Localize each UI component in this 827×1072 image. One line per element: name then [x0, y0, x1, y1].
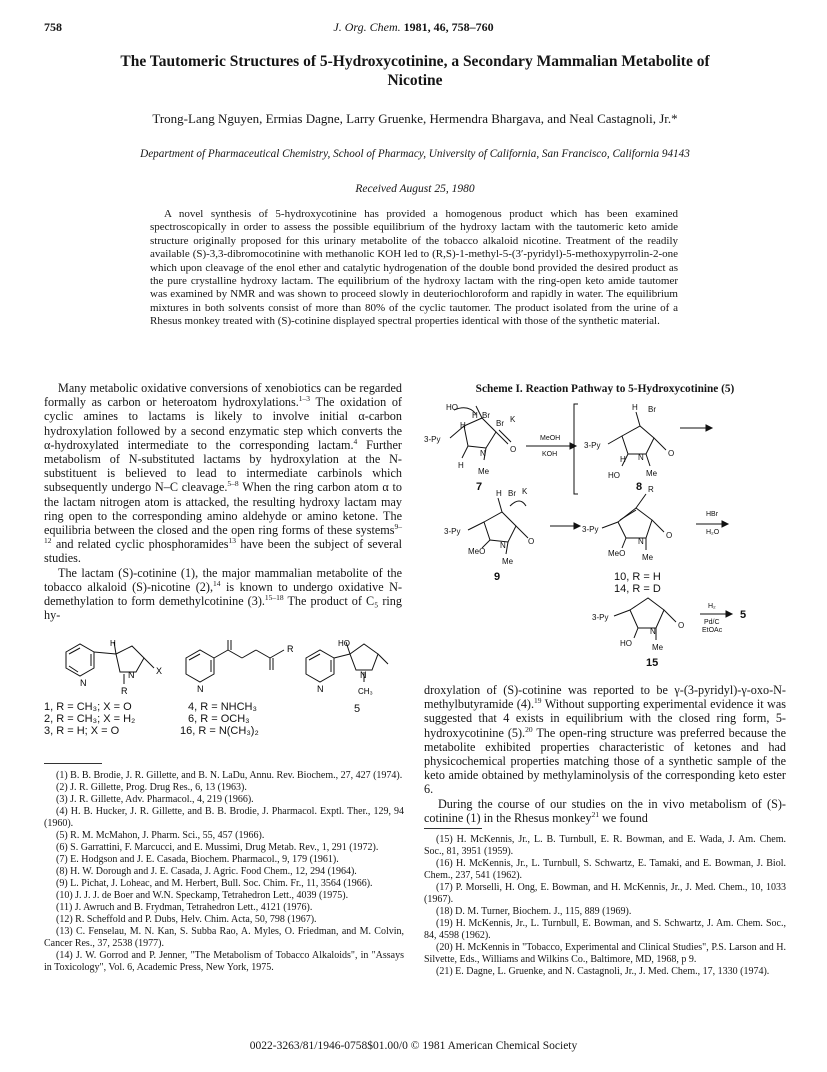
reagent-h2o: H₂O [706, 529, 720, 536]
atom-H-1: H [110, 640, 116, 648]
right-column-text [424, 683, 786, 825]
footnote: (4) H. B. Hucker, J. R. Gillette, and B. B. Brodie, J. Pharmacol. Exptl. Ther., 129, 94 (1960). [44, 806, 404, 829]
atom-MeO-10: MeO [608, 549, 626, 558]
legend-compound-16: 16, R = N(CH₃)₂ [180, 725, 259, 737]
footnote: (10) J. J. J. de Boer and W.N. Speckamp, Tetrahedron Lett., 4039 (1975). [56, 890, 349, 901]
pyridine-ring-1 [66, 644, 94, 676]
atom-R-2: R [287, 644, 294, 654]
reagent-etoac: EtOAc [702, 627, 723, 634]
copyright-footer: 0022-3263/81/1946-0758$01.00/0 © 1981 American Chemical Society [249, 1040, 578, 1052]
reagent-h2: H₂ [708, 603, 716, 610]
legend-compound-2: 2, R = CH₃; X = H₂ [44, 713, 136, 725]
label-compound-14: 14, R = D [614, 583, 661, 595]
intro-paragraph-1: Many metabolic oxidative conversions of xenobiotics can be regarded formally as carbon or heteroatom hydroxylations.$^{1-3}$ The oxidation of cyclic amines to lactams is likely to involve initial α-carbon hydroxylation followed by a second enzymatic step which converts the α-hydroxylated intermediate to the corresponding lactam.$^4$ Further metabolism of N-substituted lactams by hydroxylation at the N-substituent is believed to lead to intermediate carbinols which subsequently undergo N–C cleavage.$^{5-8}$ When the ring carbon atom α to the lactam nitrogen atom is attacked, the resulting hydroxy lactam may ring open to the corresponding amino aldehyde or amino ketone. The equilibria between the closed and the open ring forms of these systems$^{9-12}$ and related cyclic phosphoramides$^{13}$ have been the subject of several studies. [44, 381, 402, 566]
atom-Me-10: Me [642, 553, 654, 562]
atom-N-15: N [650, 627, 656, 636]
legend-compound-4: 4, R = NHCH₃ [188, 701, 257, 713]
footnote: (18) D. M. Turner, Biochem. J., 115, 889 (1969). [436, 906, 632, 917]
ring-15 [630, 598, 664, 628]
footnote: (15) H. McKennis, Jr., L. B. Turnbull, E. R. Bowman, and E. Wada, J. Am. Chem. Soc., 81, 3951 (1959). [424, 834, 786, 857]
pyrrolidine-ring [116, 646, 144, 672]
footnote: (6) S. Garrattini, F. Marcucci, and E. Mussimi, Drug Metab. Rev., 1, 291 (1972). [56, 842, 379, 853]
atom-N-10: N [638, 537, 644, 546]
footnote-rule-right [424, 828, 482, 829]
footnotes-right [424, 834, 786, 978]
atom-Me-15: Me [652, 643, 664, 652]
compound-structures-figure [44, 640, 404, 740]
reagent-pdc: Pd/C [704, 619, 720, 626]
atom-H-8: H [620, 455, 626, 464]
received-date: Received August 25, 1980 [355, 183, 475, 195]
label-compound-9: 9 [494, 571, 501, 583]
footnote: (9) L. Pichat, J. Loheac, and M. Herbert, Bull. Soc. Chim. Fr., 11, 3564 (1966). [56, 878, 373, 889]
article-title: The Tautomeric Structures of 5-Hydroxycotinine, a Secondary Mammalian Metabolite of Nicotine [120, 53, 710, 89]
footnote: (17) P. Morselli, H. Ong, E. Bowman, and H. McKennis, Jr., J. Med. Chem., 10, 1033 (1967). [424, 882, 786, 905]
atom-N-9: N [500, 541, 506, 550]
atom-Me-7: Me [478, 467, 490, 476]
atom-Br-9: Br [508, 489, 516, 498]
atom-H-7b: H [460, 421, 466, 430]
label-compound-10: 10, R = H [614, 571, 661, 583]
footnote: (7) E. Hodgson and J. E. Casada, Biochem. Pharmacol., 9, 179 (1961). [56, 854, 339, 865]
atom-HO-7: HO [446, 403, 458, 412]
atom-K-7: K [510, 415, 516, 424]
atom-O-7: O [510, 445, 517, 454]
label-compound-8: 8 [636, 481, 643, 493]
atom-Me-9: Me [502, 557, 514, 566]
footnote: (8) H. W. Dorough and J. E. Casada, J. Agric. Food Chem., 12, 294 (1964). [56, 866, 357, 877]
atom-N-1: N [80, 678, 87, 688]
intro-paragraph-2: The lactam (S)-cotinine (1), the major mammalian metabolite of the tobacco alkaloid (S)-nicotine (2),$^{14}$ is known to undergo oxidative N-demethylation to form demethylcotinine (3).$^{15-18}$ The product of C₅ ring hy- [44, 565, 402, 623]
atom-3py-9: 3-Py [444, 527, 461, 536]
atom-Br-7b: Br [496, 419, 504, 428]
running-head [0, 20, 827, 35]
atom-3py-7: 3-Py [424, 435, 441, 444]
footnote: (2) J. R. Gillette, Prog. Drug Res., 6, 13 (1963). [56, 782, 247, 793]
atom-O-15: O [678, 621, 685, 630]
atom-CH3-5: CH₃ [358, 687, 373, 696]
footnote: (16) H. McKennis, Jr., L. Turnbull, S. Schwartz, E. Tamaki, and E. Bowman, J. Biol. Chem., 237, 541 (1962). [424, 858, 786, 881]
right-paragraph-2: During the course of our studies on the in vivo metabolism of (S)-cotinine (1) in the Rhesus monkey$^{21}$ we found [424, 796, 786, 825]
abstract: A novel synthesis of 5-hydroxycotinine has provided a homogenous product which has been examined spectroscopically in order to assess the possible equilibrium of the hydroxy lactam with the tautomeric keto amide structure originally proposed for this urinary metabolite of the tobacco alkaloid nicotine. Treatment of the readily available (S)-3,3-dibromocotinine with methanolic KOH led to (R,S)-1-methyl-5-(3′-pyridyl)-5-methoxypyrrolin-2-one which upon cleavage of the enol ether and catalytic hydrogenation of the double bond provided the desired product as the pure crystalline hydroxy lactam. The equilibrium of the hydroxy lactam with the ring-open keto amide tautomer was examined by NMR and was shown to proceed slowly in deuteriochloroform and rapidly in water. The equilibrium mixtures in both solvents consist of more than 80% of the cyclic tautomer. The product isolated from the urine of a Rhesus monkey treated with (S)-cotinine displayed spectral properties identical with those of the synthetic material. [150, 208, 678, 328]
atom-N-7: N [480, 449, 486, 458]
journal-year-volume: 1981, 46, 758–760 [403, 20, 494, 34]
label-compound-5: 5 [354, 703, 361, 715]
atom-N-2: N [197, 684, 204, 694]
footnote: (13) C. Fenselau, M. N. Kan, S. Subba Rao, A. Myles, O. Friedman, and M. Colvin, Cancer Res., 37, 2538 (1977). [44, 926, 404, 949]
legend-compound-3: 3, R = H; X = O [44, 725, 120, 737]
ring-10 [618, 508, 652, 538]
footnote: (12) R. Scheffold and P. Dubs, Helv. Chim. Acta, 50, 798 (1967). [56, 914, 317, 925]
footnote: (21) E. Dagne, L. Gruenke, and N. Castagnoli, Jr., J. Med. Chem., 17, 1330 (1974). [436, 966, 770, 977]
footnote: (1) B. B. Brodie, J. R. Gillette, and B. N. LaDu, Annu. Rev. Biochem., 27, 427 (1974). [56, 770, 403, 781]
scheme-caption [424, 383, 786, 395]
atom-H-9: H [496, 489, 502, 498]
footnote: (3) J. R. Gillette, Adv. Pharmacol., 4, 219 (1966). [56, 794, 254, 805]
pyridine-ring-2 [186, 650, 214, 682]
reagent-meoh: MeOH [540, 435, 561, 442]
atom-H-7: H [472, 411, 478, 420]
reagent-koh: KOH [542, 451, 558, 458]
atom-HO-8: HO [608, 471, 620, 480]
footnote: (5) R. M. McMahon, J. Pharm. Sci., 55, 457 (1966). [56, 830, 265, 841]
scheme-caption-text: Reaction Pathway to 5-Hydroxycotinine (5) [525, 383, 735, 395]
pyridine-ring-5 [306, 650, 334, 682]
atom-N-5: N [317, 684, 324, 694]
atom-R-10: R [648, 485, 654, 494]
legend-compound-1: 1, R = CH₃; X = O [44, 701, 132, 713]
footnote: (11) J. Awruch and B. Frydman, Tetrahedron Lett., 4121 (1976). [56, 902, 313, 913]
atom-Me-8: Me [646, 469, 658, 478]
label-product-5: 5 [740, 609, 747, 621]
footnotes-left [44, 770, 404, 974]
atom-N-lactam-5: N [360, 670, 367, 680]
reaction-scheme [424, 398, 786, 668]
label-compound-7: 7 [476, 481, 483, 493]
atom-K-9: K [522, 487, 528, 496]
atom-N-8: N [638, 453, 644, 462]
label-compound-15: 15 [646, 657, 659, 668]
journal-name: J. Org. Chem. [333, 20, 401, 34]
atom-HO-5: HO [338, 640, 350, 648]
legend-compound-6: 6, R = OCH₃ [188, 713, 250, 725]
atom-3py-15: 3-Py [592, 613, 609, 622]
lactam-ring-5 [350, 644, 378, 670]
atom-N-lactam-1: N [128, 670, 135, 680]
footnote: (20) H. McKennis in "Tobacco, Experimental and Clinical Studies", P.S. Larson and H. Silvette, Eds., Williams and Wilkins Co., Baltimore, MD, 1968, p 9. [424, 942, 786, 965]
scheme-caption-prefix: Scheme I. [475, 383, 523, 395]
atom-Br-7: Br [482, 411, 490, 420]
footnote: (19) H. McKennis, Jr., L. Turnbull, E. Bowman, and S. Schwartz, J. Am. Chem. Soc., 84, 4598 (1962). [424, 918, 786, 941]
atom-MeO-9: MeO [468, 547, 486, 556]
atom-O-9: O [528, 537, 535, 546]
page-number: 758 [44, 20, 62, 34]
atom-O-10: O [666, 531, 673, 540]
ring-8 [622, 426, 654, 454]
atom-3py-8: 3-Py [584, 441, 601, 450]
atom-Br-8: Br [648, 405, 656, 414]
author-list: Trong-Lang Nguyen, Ermias Dagne, Larry Gruenke, Hermendra Bhargava, and Neal Castagnoli, Jr.* [152, 111, 678, 126]
reagent-hbr: HBr [706, 511, 719, 518]
atom-HO-15: HO [620, 639, 632, 648]
atom-Hplus-8: H [632, 403, 638, 412]
atom-O-8: O [668, 449, 675, 458]
footnote: (14) J. W. Gorrod and P. Jenner, "The Metabolism of Tobacco Alkaloids", in "Assays in Toxicology", Vol. 6, Academic Press, New York, 1975. [44, 950, 404, 973]
atom-X-1: X [156, 666, 163, 676]
ring-7 [464, 418, 496, 448]
ring-9 [484, 512, 516, 542]
affiliation: Department of Pharmaceutical Chemistry, School of Pharmacy, University of California, San Francisco, California 94143 [140, 148, 690, 160]
atom-R-1: R [121, 686, 128, 696]
atom-3py-10: 3-Py [582, 525, 599, 534]
intro-text [44, 381, 402, 622]
footnote-rule-left [44, 763, 102, 764]
atom-H-7c: H [458, 461, 464, 470]
right-paragraph-1: droxylation of (S)-cotinine was reported to be γ-(3-pyridyl)-γ-oxo-N-methylbutyramide (4).$^{19}$ Without supporting experimental evidence it was suggested that 4 exists in equilibrium with the closed ring form, 5-hydroxycotinine (5).$^{20}$ The open-ring structure was preferred because the metabolite exhibited properties characteristic of ketones and had physicochemical properties matching those of a synthetic sample of the keto amide obtained by methylaminolysis of the corresponding keto ester 6. [424, 683, 787, 797]
